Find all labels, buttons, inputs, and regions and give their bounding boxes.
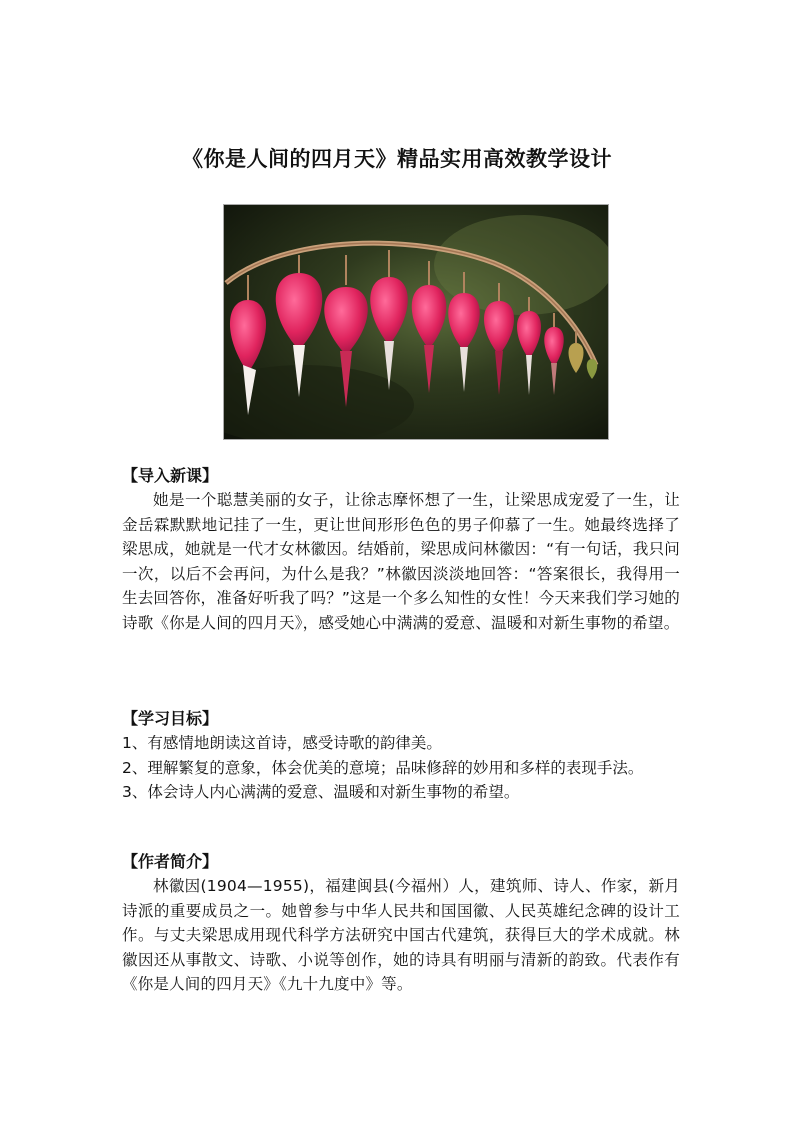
author-paragraph: 林徽因(1904—1955)，福建闽县(今福州）人，建筑师、诗人、作家，新月诗派的重要成员之一。她曾参与中华人民共和国国徽、人民英雄纪念碑的设计工作。与丈夫梁思成用现代科学方法研究中国古代建筑，获得巨大的学术成就。林徽因还从事散文、诗歌、小说等创作，她的诗具有明丽与清新的韵致。代表作有《你是人间的四月天》《九十九度中》等。 — [122, 877, 680, 994]
author-heading: 【作者简介】 — [122, 852, 219, 871]
document-title: 《你是人间的四月天》精品实用高效教学设计 — [182, 147, 612, 171]
goal-item: 3、体会诗人内心满满的爱意、温暖和对新生事物的希望。 — [122, 783, 520, 802]
author-section — [122, 850, 680, 997]
intro-heading: 【导入新课】 — [122, 466, 219, 485]
goals-heading: 【学习目标】 — [122, 709, 219, 728]
goals-section — [122, 707, 680, 805]
bleeding-heart-flower-photo — [223, 204, 609, 440]
intro-paragraph: 她是一个聪慧美丽的女子，让徐志摩怀想了一生，让梁思成宠爱了一生，让金岳霖默默地记挂了一生，更让世间形形色色的男子仰慕了一生。她最终选择了梁思成，她就是一代才女林徽因。结婚前，梁思成问林徽因：“有一句话，我只问一次，以后不会再问，为什么是我？”林徽因淡淡地回答：“答案很长，我得用一生去回答你，准备好听我了吗？”这是一个多么知性的女性！今天来我们学习她的诗歌《你是人间的四月天》，感受她心中满满的爱意、温暖和对新生事物的希望。 — [122, 491, 680, 632]
intro-section — [122, 464, 680, 636]
goal-item: 1、有感情地朗读这首诗，感受诗歌的韵律美。 — [122, 734, 442, 752]
goal-item: 2、理解繁复的意象，体会优美的意境；品味修辞的妙用和多样的表现手法。 — [122, 758, 644, 777]
